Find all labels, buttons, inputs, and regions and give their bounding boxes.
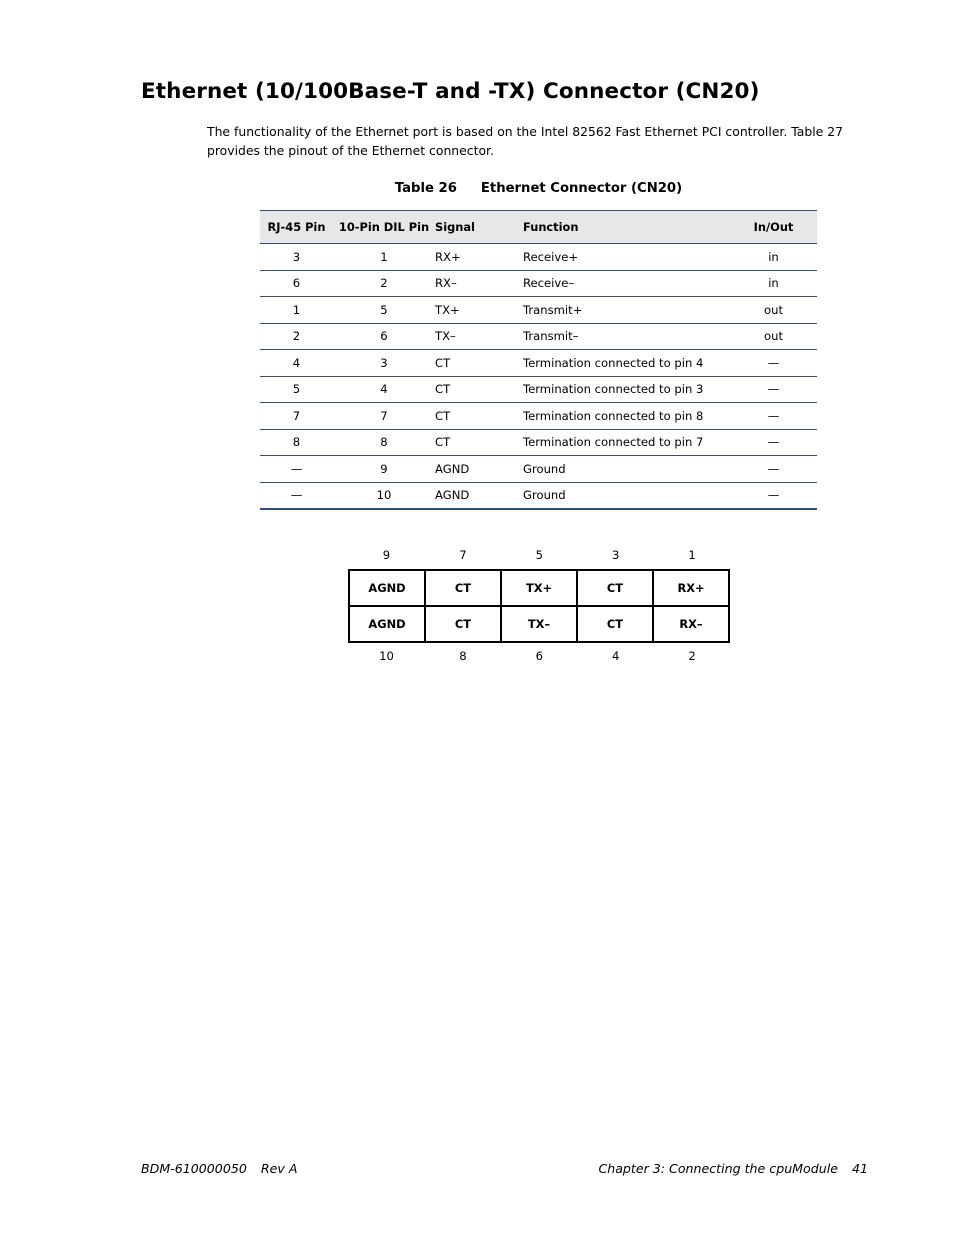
cell-in-out: in: [730, 270, 817, 297]
table-row: [260, 376, 817, 403]
table-row: [260, 297, 817, 324]
intro-paragraph: The functionality of the Ethernet port is based on the Intel 82562 Fast Ethernet PCI controller. Table 27 provides the pinout of the Ethernet connector.: [207, 124, 844, 158]
cell-in-out: —: [730, 403, 817, 430]
header-rj45-pin: RJ-45 Pin: [260, 211, 333, 244]
cell-dil-pin: 4: [333, 376, 435, 403]
cell-in-out: —: [730, 376, 817, 403]
cell-signal: TX+: [435, 297, 523, 324]
cell-dil-pin: 6: [333, 323, 435, 350]
table-row: [260, 429, 817, 456]
table-caption-number: Table 26: [394, 181, 457, 196]
cell-function: Receive+: [523, 244, 730, 271]
cell-rj45-pin: 6: [260, 270, 333, 297]
cell-rj45-pin: —: [260, 482, 333, 509]
pin-signal-cell: CT: [577, 570, 653, 606]
table-caption: [260, 179, 817, 199]
cell-signal: RX–: [435, 270, 523, 297]
table-row: [260, 482, 817, 509]
cell-signal: TX–: [435, 323, 523, 350]
cell-function: Receive–: [523, 270, 730, 297]
cell-function: Termination connected to pin 7: [523, 429, 730, 456]
cell-signal: RX+: [435, 244, 523, 271]
top-pin-numbers: [348, 546, 730, 564]
cell-dil-pin: 8: [333, 429, 435, 456]
cell-rj45-pin: 2: [260, 323, 333, 350]
footer-right: [598, 1160, 868, 1178]
cell-in-out: out: [730, 323, 817, 350]
cell-dil-pin: 3: [333, 350, 435, 377]
cell-function: Transmit–: [523, 323, 730, 350]
cell-dil-pin: 5: [333, 297, 435, 324]
cell-function: Transmit+: [523, 297, 730, 324]
cell-signal: CT: [435, 429, 523, 456]
footer-doc-number: BDM-610000050: [141, 1161, 247, 1176]
cell-rj45-pin: 5: [260, 376, 333, 403]
top-signal-row: [349, 570, 729, 606]
pin-signal-cell: TX–: [501, 606, 577, 642]
pin-number: 1: [688, 548, 696, 562]
pin-number: 2: [688, 649, 696, 663]
table-caption-title: Ethernet Connector (CN20): [480, 181, 683, 196]
pin-number: 10: [379, 649, 394, 663]
table-row: [260, 350, 817, 377]
ethernet-pinout-table: [260, 210, 817, 510]
table-row: [260, 403, 817, 430]
pin-number: 3: [611, 548, 620, 562]
cell-signal: CT: [435, 350, 523, 377]
cell-signal: AGND: [435, 482, 523, 509]
cell-rj45-pin: 8: [260, 429, 333, 456]
cell-function: Ground: [523, 482, 730, 509]
cell-dil-pin: 7: [333, 403, 435, 430]
pin-number: 7: [459, 548, 467, 562]
cell-dil-pin: 9: [333, 456, 435, 483]
cell-in-out: —: [730, 456, 817, 483]
pin-number: 8: [459, 649, 467, 663]
cell-signal: AGND: [435, 456, 523, 483]
footer-left: [141, 1160, 297, 1178]
cell-rj45-pin: 3: [260, 244, 333, 271]
footer-revision: Rev A: [260, 1161, 298, 1176]
table-row: [260, 270, 817, 297]
pin-signal-cell: CT: [577, 606, 653, 642]
pin-signal-cell: RX–: [653, 606, 729, 642]
header-function: Function: [523, 211, 730, 244]
header-in-out: In/Out: [730, 211, 817, 244]
cell-function: Ground: [523, 456, 730, 483]
bottom-signal-row: [349, 606, 729, 642]
pin-signal-cell: CT: [425, 570, 501, 606]
cell-in-out: —: [730, 350, 817, 377]
bottom-pin-numbers: [348, 647, 730, 665]
table-row: [260, 244, 817, 271]
table-header-row: [260, 211, 817, 244]
table-row: [260, 456, 817, 483]
cell-in-out: in: [730, 244, 817, 271]
cell-in-out: —: [730, 429, 817, 456]
cell-dil-pin: 2: [333, 270, 435, 297]
page-title: Ethernet (10/100Base-T and -TX) Connector (CN20): [141, 79, 760, 104]
pin-number: 4: [611, 649, 620, 663]
cell-function: Termination connected to pin 3: [523, 376, 730, 403]
cell-in-out: out: [730, 297, 817, 324]
footer-chapter: Chapter 3: Connecting the cpuModule: [598, 1161, 838, 1176]
pin-signal-cell: CT: [425, 606, 501, 642]
cell-signal: CT: [435, 376, 523, 403]
cell-in-out: —: [730, 482, 817, 509]
cell-rj45-pin: 7: [260, 403, 333, 430]
cell-rj45-pin: —: [260, 456, 333, 483]
cell-rj45-pin: 1: [260, 297, 333, 324]
pin-number: 6: [535, 649, 543, 663]
cell-rj45-pin: 4: [260, 350, 333, 377]
pin-signal-cell: RX+: [653, 570, 729, 606]
connector-pin-diagram: [340, 540, 740, 670]
footer-page-number: 41: [851, 1161, 868, 1176]
pin-number: 5: [535, 548, 543, 562]
cell-signal: CT: [435, 403, 523, 430]
cell-function: Termination connected to pin 8: [523, 403, 730, 430]
pin-signal-cell: AGND: [349, 570, 425, 606]
pin-signal-cell: TX+: [501, 570, 577, 606]
cell-dil-pin: 10: [333, 482, 435, 509]
cell-function: Termination connected to pin 4: [523, 350, 730, 377]
cell-dil-pin: 1: [333, 244, 435, 271]
header-signal: Signal: [435, 211, 523, 244]
pin-signal-cell: AGND: [349, 606, 425, 642]
connector-pin-grid: [348, 569, 730, 643]
pin-number: 9: [382, 548, 391, 562]
table-row: [260, 323, 817, 350]
header-dil-pin: 10-Pin DIL Pin: [333, 211, 435, 244]
